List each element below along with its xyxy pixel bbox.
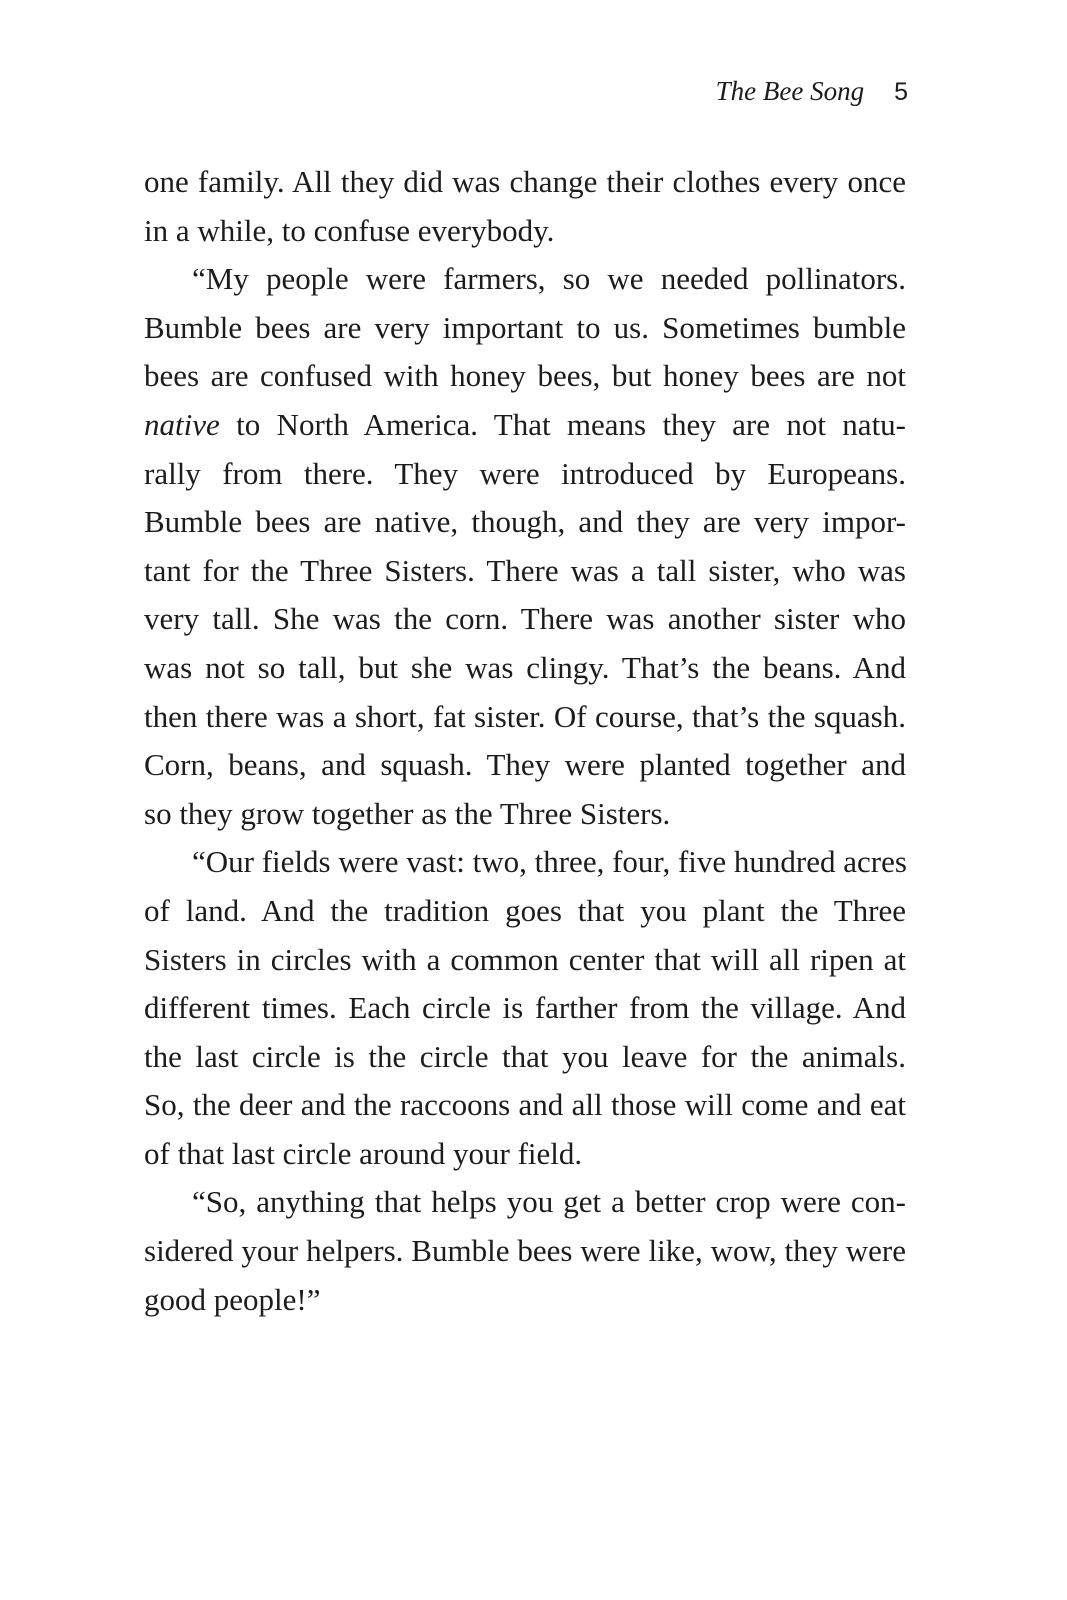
text-line: So, the deer and the raccoons and all those will come and eat — [144, 1087, 906, 1123]
text-line: of land. And the tradition goes that you plant the Three — [144, 892, 906, 928]
paragraph — [144, 158, 906, 255]
text-line: in a while, to confuse everybody. — [144, 212, 555, 248]
text-line: tant for the Three Sisters. There was a tall sister, who was — [144, 552, 906, 588]
text-line: of that last circle around your field. — [144, 1135, 583, 1171]
text-line: good people!” — [144, 1281, 321, 1317]
paragraph — [144, 255, 906, 838]
text-line: Bumble bees are very important to us. Sometimes bumble — [144, 309, 906, 345]
paragraph — [144, 838, 906, 1178]
paragraph — [144, 1178, 906, 1324]
text-line: “My people were farmers, so we needed pollinators. — [192, 261, 906, 297]
text-line: native to North America. That means they are not natu- — [144, 406, 906, 442]
text-line: “So, anything that helps you get a better crop were con- — [192, 1184, 906, 1220]
text-line: the last circle is the circle that you leave for the animals. — [144, 1038, 906, 1074]
text-line: Sisters in circles with a common center that will all ripen at — [144, 941, 906, 977]
text-line: was not so tall, but she was clingy. That’s the beans. And — [144, 649, 906, 685]
running-title: The Bee Song — [715, 76, 865, 106]
text-line: so they grow together as the Three Sisters. — [144, 795, 671, 831]
text-line: bees are confused with honey bees, but honey bees are not — [144, 358, 906, 394]
text-line: one family. All they did was change their clothes every once — [144, 164, 906, 199]
page-number: 5 — [894, 78, 908, 106]
text-line: “Our fields were vast: two, three, four, five hundred acres — [192, 844, 907, 880]
italic-word: native — [144, 406, 220, 442]
body-text — [144, 158, 906, 1324]
text-line: different times. Each circle is farther from the village. And — [144, 990, 906, 1026]
text-line: sidered your helpers. Bumble bees were like, wow, they were — [144, 1233, 906, 1269]
text-line: Bumble bees are native, though, and they are very impor- — [144, 504, 906, 540]
running-head — [716, 76, 908, 107]
text-line: rally from there. They were introduced by Europeans. — [144, 455, 906, 491]
text-line: very tall. She was the corn. There was another sister who — [144, 601, 906, 637]
text-line: Corn, beans, and squash. They were planted together and — [144, 747, 906, 783]
text-line: then there was a short, fat sister. Of course, that’s the squash. — [144, 698, 906, 734]
